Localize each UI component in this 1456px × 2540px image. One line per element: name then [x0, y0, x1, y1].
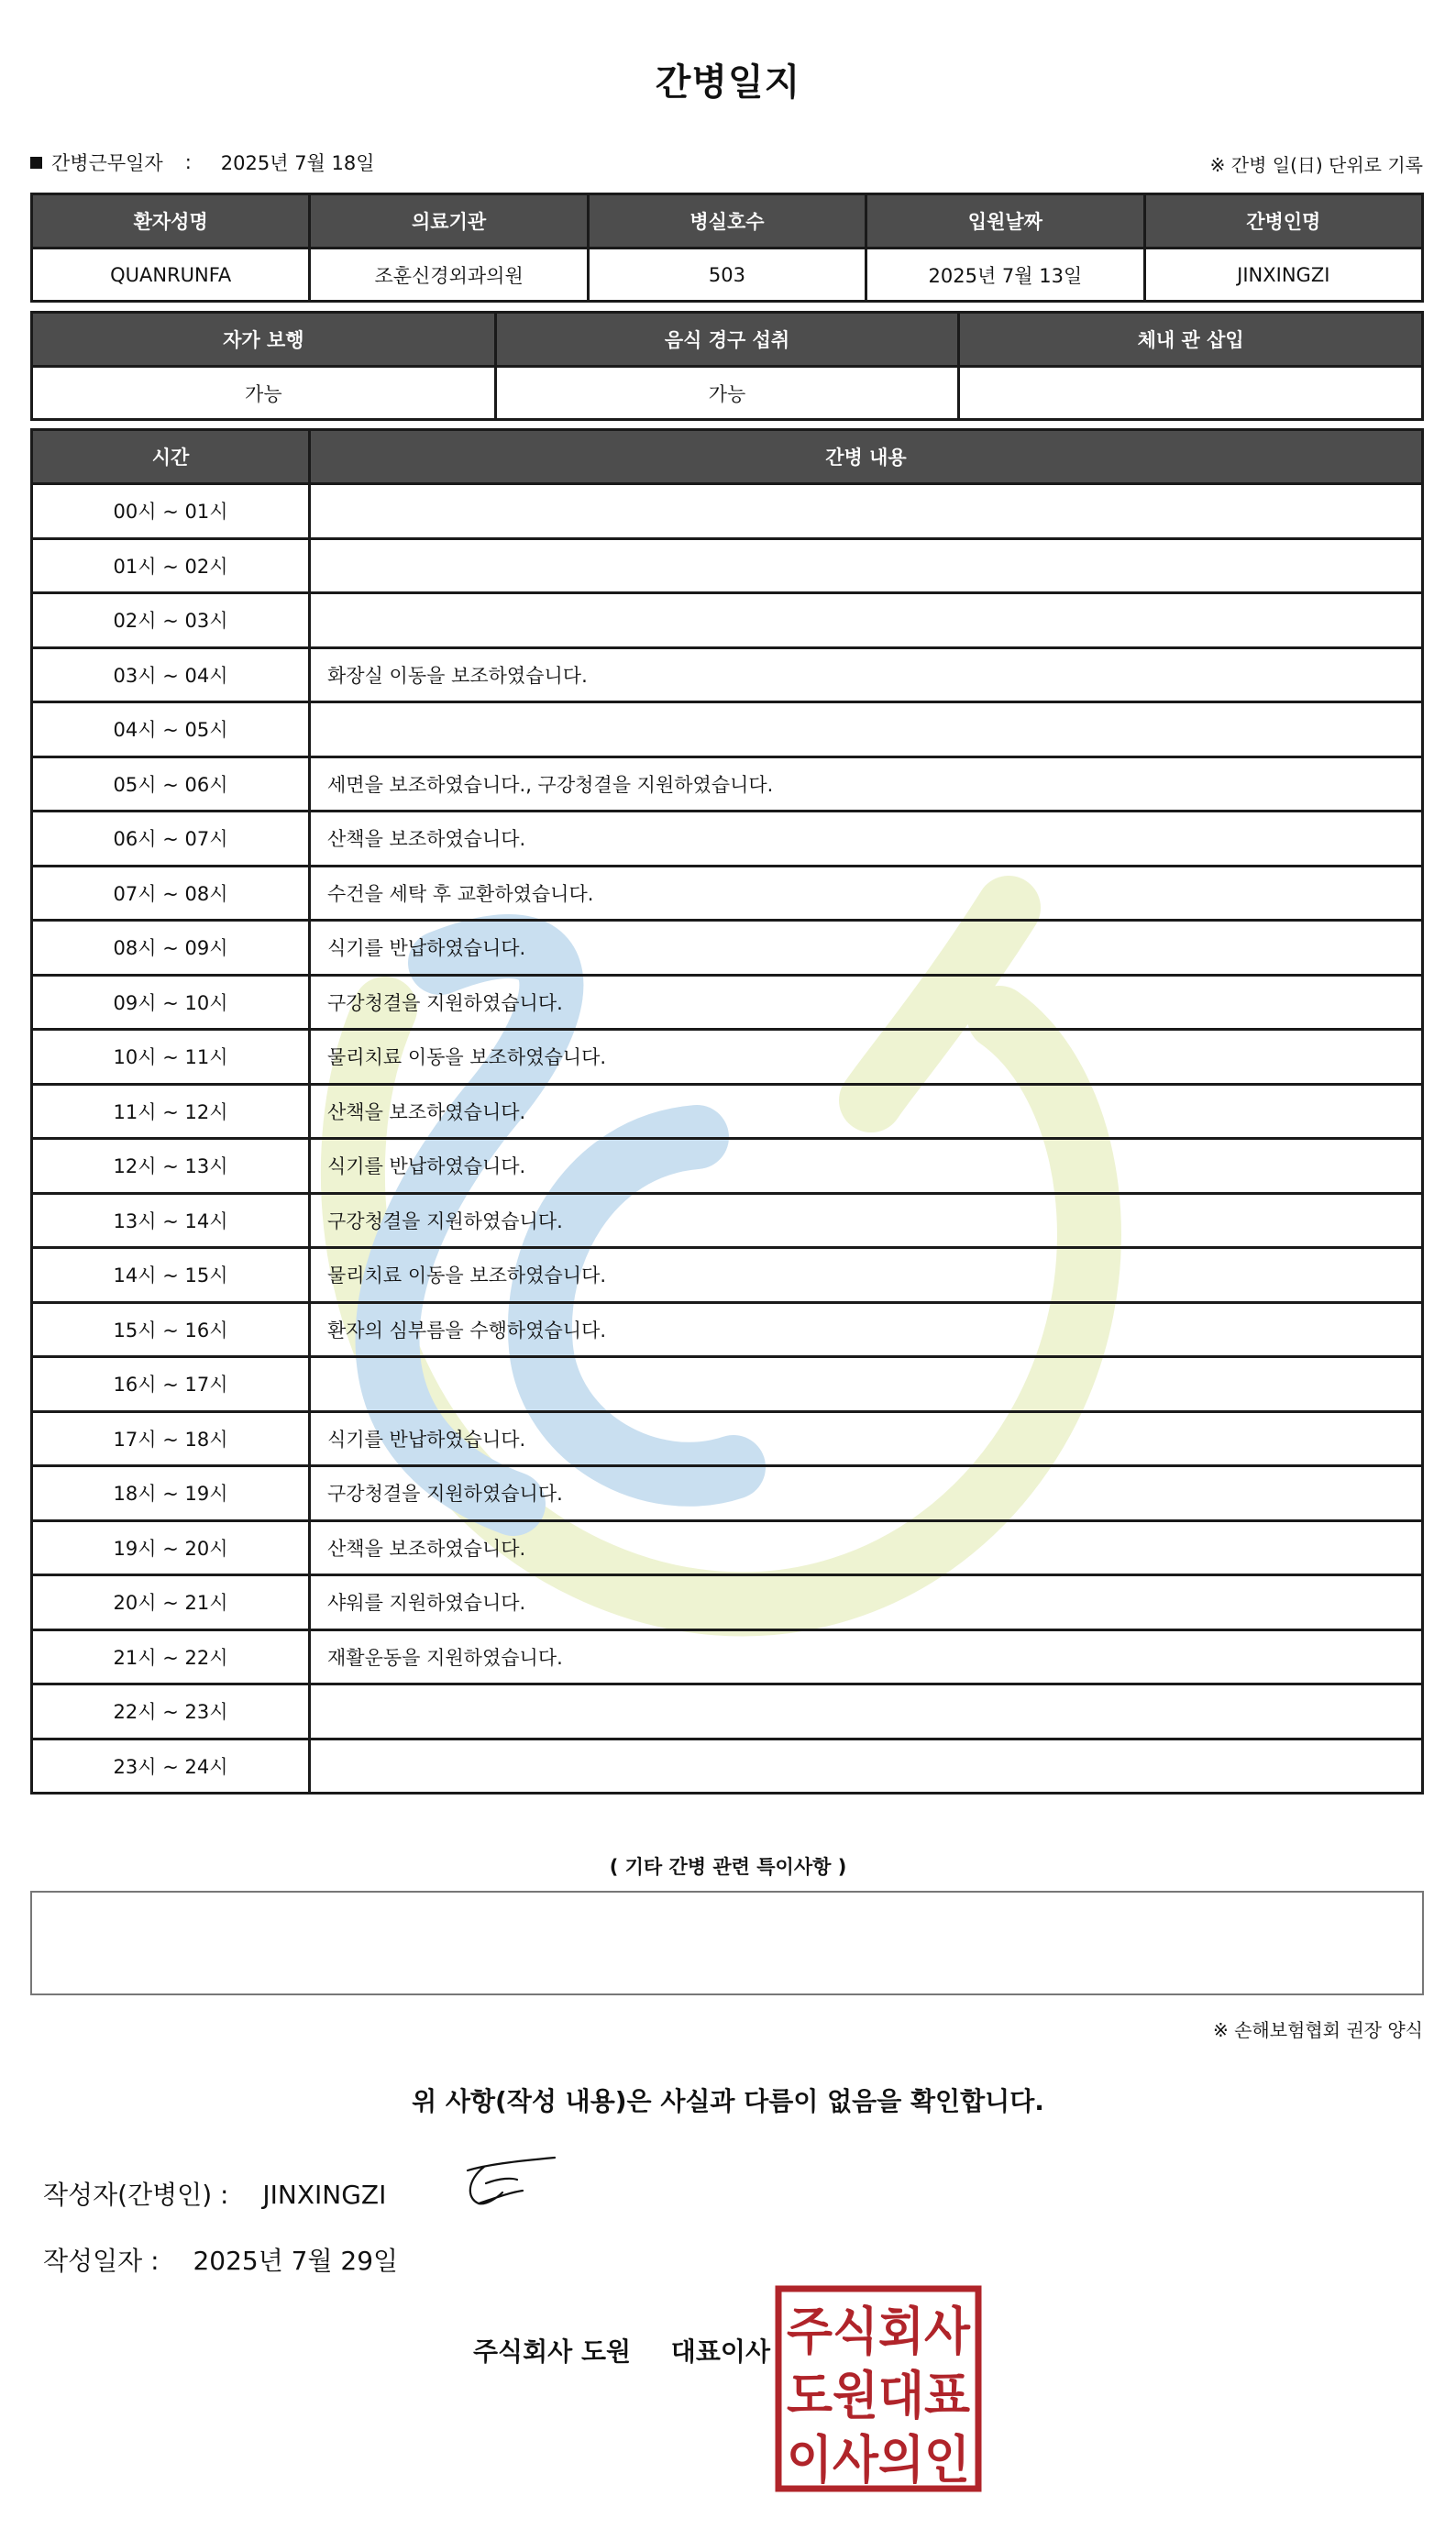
- care-content: [310, 484, 1423, 539]
- time-slot: 19시 ~ 20시: [32, 1520, 310, 1575]
- care-content: 수건을 세탁 후 교환하였습니다.: [310, 866, 1423, 921]
- company-seal-stamp-icon: [775, 2285, 982, 2492]
- header-patient-name: 환자성명: [32, 194, 310, 248]
- bullet-square-icon: [30, 157, 42, 169]
- table-row: [32, 1520, 1423, 1575]
- table-row: [32, 1248, 1423, 1303]
- table-row: [32, 538, 1423, 593]
- writer-row: [43, 2175, 386, 2212]
- time-slot: 01시 ~ 02시: [32, 538, 310, 593]
- time-slot: 09시 ~ 10시: [32, 975, 310, 1030]
- header-care-content: 간병 내용: [310, 430, 1423, 484]
- table-row: [32, 1139, 1423, 1194]
- table-row: [32, 1030, 1423, 1085]
- time-slot: 05시 ~ 06시: [32, 756, 310, 812]
- care-content: 샤워를 지원하였습니다.: [310, 1575, 1423, 1630]
- time-slot: 03시 ~ 04시: [32, 647, 310, 702]
- table-row: [32, 647, 1423, 702]
- header-admission-date: 입원날짜: [866, 194, 1144, 248]
- header-tube-insertion: 체내 관 삽입: [959, 313, 1423, 367]
- time-slot: 20시 ~ 21시: [32, 1575, 310, 1630]
- care-content: 환자의 심부름을 수행하였습니다.: [310, 1302, 1423, 1357]
- time-slot: 15시 ~ 16시: [32, 1302, 310, 1357]
- care-content: 식기를 반납하였습니다.: [310, 1411, 1423, 1466]
- time-slot: 08시 ~ 09시: [32, 921, 310, 976]
- time-slot: 22시 ~ 23시: [32, 1684, 310, 1739]
- time-slot: 16시 ~ 17시: [32, 1357, 310, 1412]
- header-room-number: 병실호수: [588, 194, 866, 248]
- table-row: [32, 921, 1423, 976]
- care-content: [310, 702, 1423, 757]
- header-time: 시간: [32, 430, 310, 484]
- work-date-row: [30, 149, 375, 176]
- work-date-label: 간병근무일자: [51, 152, 163, 174]
- company-signatory: [473, 2332, 770, 2369]
- table-row: [32, 812, 1423, 867]
- care-content: 산책을 보조하였습니다.: [310, 1520, 1423, 1575]
- tube-insertion-value: [959, 367, 1423, 420]
- care-content: 구강청결을 지원하였습니다.: [310, 975, 1423, 1030]
- care-log-table: [30, 428, 1424, 1795]
- self-walking-value: 가능: [32, 367, 496, 420]
- patient-abilities-table: [30, 311, 1424, 421]
- care-content: 식기를 반납하였습니다.: [310, 921, 1423, 976]
- care-content: 화장실 이동을 보조하였습니다.: [310, 647, 1423, 702]
- care-content: 재활운동을 지원하였습니다.: [310, 1629, 1423, 1684]
- seal-text-line-2: 도원대표: [787, 2367, 970, 2426]
- table-row: [32, 1466, 1423, 1521]
- care-content: 식기를 반납하였습니다.: [310, 1139, 1423, 1194]
- time-slot: 12시 ~ 13시: [32, 1139, 310, 1194]
- seal-text-line-1: 주식회사: [787, 2303, 971, 2362]
- special-notes-box: [30, 1891, 1424, 1995]
- care-content: [310, 538, 1423, 593]
- care-content: 구강청결을 지원하였습니다.: [310, 1466, 1423, 1521]
- table-row: [32, 1193, 1423, 1248]
- document-title: 간병일지: [655, 61, 801, 104]
- time-slot: 13시 ~ 14시: [32, 1193, 310, 1248]
- care-content: 물리치료 이동을 보조하였습니다.: [310, 1030, 1423, 1085]
- room-number: 503: [588, 248, 866, 302]
- oral-intake-value: 가능: [495, 367, 959, 420]
- time-slot: 04시 ~ 05시: [32, 702, 310, 757]
- header-medical-institution: 의료기관: [310, 194, 588, 248]
- care-content: 세면을 보조하였습니다., 구강청결을 지원하였습니다.: [310, 756, 1423, 812]
- care-log-body: [32, 484, 1423, 1794]
- company-name: 주식회사 도원: [473, 2336, 632, 2367]
- writer-label: 작성자(간병인) :: [43, 2180, 229, 2210]
- written-date-label: 작성일자 :: [43, 2246, 160, 2276]
- patient-info-table: [30, 193, 1424, 303]
- work-date-separator: :: [184, 151, 192, 173]
- record-unit-note: ※ 간병 일(日) 단위로 기록: [1209, 154, 1423, 176]
- care-content: [310, 1684, 1423, 1739]
- table-row: [32, 1411, 1423, 1466]
- written-date-row: [43, 2241, 398, 2278]
- header-caregiver-name: 간병인명: [1144, 194, 1422, 248]
- care-content: 물리치료 이동을 보조하였습니다.: [310, 1248, 1423, 1303]
- table-row: [32, 866, 1423, 921]
- table-row: [32, 756, 1423, 812]
- care-content: [310, 1739, 1423, 1794]
- seal-text-line-3: 이사의인: [787, 2431, 970, 2490]
- time-slot: 06시 ~ 07시: [32, 812, 310, 867]
- admission-date: 2025년 7월 13일: [866, 248, 1144, 302]
- caregiver-name: JINXINGZI: [1144, 248, 1422, 302]
- time-slot: 02시 ~ 03시: [32, 593, 310, 648]
- table-row: [32, 1084, 1423, 1139]
- special-notes-title: ( 기타 간병 관련 특이사항 ): [609, 1856, 847, 1878]
- table-row: [32, 484, 1423, 539]
- time-slot: 18시 ~ 19시: [32, 1466, 310, 1521]
- written-date-value: 2025년 7월 29일: [193, 2246, 399, 2276]
- time-slot: 21시 ~ 22시: [32, 1629, 310, 1684]
- header-oral-intake: 음식 경구 섭취: [495, 313, 959, 367]
- table-row: [32, 593, 1423, 648]
- care-content: 산책을 보조하였습니다.: [310, 812, 1423, 867]
- form-source-note: ※ 손해보험협회 권장 양식: [1212, 2019, 1423, 2041]
- time-slot: 00시 ~ 01시: [32, 484, 310, 539]
- time-slot: 11시 ~ 12시: [32, 1084, 310, 1139]
- confirmation-statement: 위 사항(작성 내용)은 사실과 다름이 없음을 확인합니다.: [412, 2086, 1044, 2116]
- table-row: [32, 1739, 1423, 1794]
- care-content: [310, 593, 1423, 648]
- table-row: [32, 975, 1423, 1030]
- care-content: 산책을 보조하였습니다.: [310, 1084, 1423, 1139]
- table-row: [32, 1684, 1423, 1739]
- medical-institution: 조훈신경외과의원: [310, 248, 588, 302]
- header-self-walking: 자가 보행: [32, 313, 496, 367]
- table-row: [32, 1302, 1423, 1357]
- patient-name: QUANRUNFA: [32, 248, 310, 302]
- time-slot: 23시 ~ 24시: [32, 1739, 310, 1794]
- work-date-value: 2025년 7월 18일: [220, 152, 375, 174]
- table-row: [32, 1575, 1423, 1630]
- care-content: 구강청결을 지원하였습니다.: [310, 1193, 1423, 1248]
- time-slot: 07시 ~ 08시: [32, 866, 310, 921]
- care-content: [310, 1357, 1423, 1412]
- table-row: [32, 1629, 1423, 1684]
- handwritten-signature-icon: [458, 2150, 568, 2214]
- table-row: [32, 1357, 1423, 1412]
- ceo-title: 대표이사: [670, 2336, 770, 2367]
- time-slot: 17시 ~ 18시: [32, 1411, 310, 1466]
- writer-name: JINXINGZI: [262, 2180, 387, 2210]
- table-row: [32, 702, 1423, 757]
- time-slot: 10시 ~ 11시: [32, 1030, 310, 1085]
- time-slot: 14시 ~ 15시: [32, 1248, 310, 1303]
